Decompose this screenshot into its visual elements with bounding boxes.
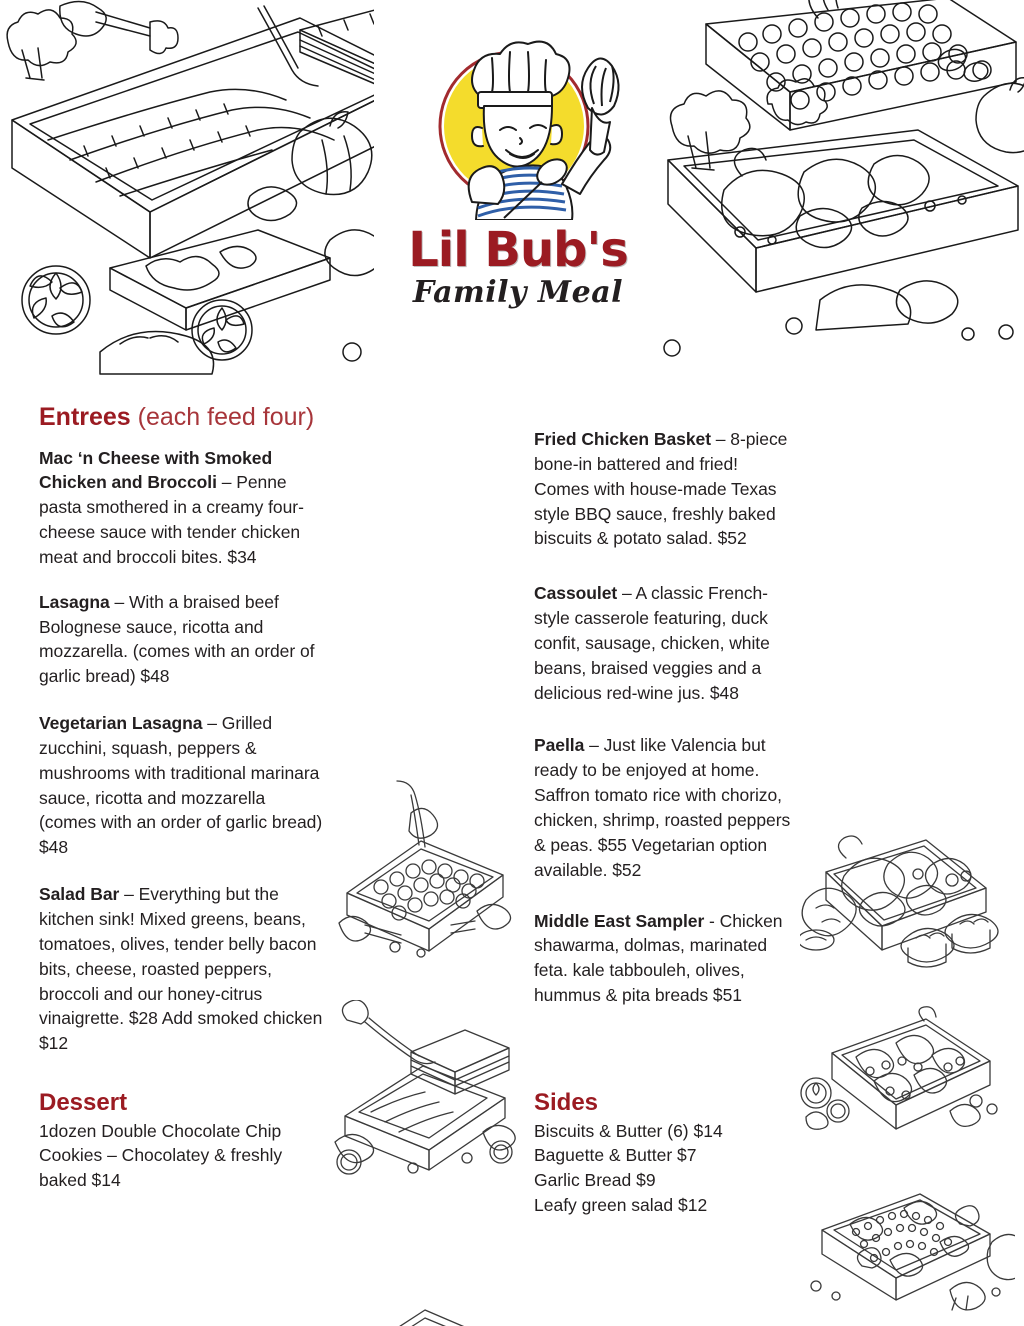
dessert-heading: Dessert xyxy=(39,1089,128,1116)
menu-body xyxy=(0,375,1024,1326)
fried-chicken-basket-line-art xyxy=(800,830,1010,990)
menu-item-description: – A classic French-style casserole featuring, duck confit, sausage, chicken, white beans, braised veggies and a delicious red-wine jus. $48 xyxy=(534,583,770,703)
menu-item xyxy=(534,427,796,551)
menu-item-name: Cassoulet xyxy=(534,583,618,604)
menu-item-description: – Just like Valencia but ready to be enjoyed at home. Saffron tomato rice with chorizo, chicken, shrimp, roasted peppers & peas. $55 Vegetarian option available. $52 xyxy=(534,735,791,880)
menu-item-description: – 8-piece bone-in battered and fried! Comes with house-made Texas style BBQ sauce, freshly baked biscuits & potato salad. $52 xyxy=(534,429,788,549)
entrees-heading-main: Entrees xyxy=(39,403,131,431)
menu-item-description: – Everything but the kitchen sink! Mixed greens, beans, tomatoes, olives, tender belly bacon bits, cheese, roasted peppers, broccoli and our honey-citrus vinaigrette. $28 Add smoked chicken $12 xyxy=(39,884,323,1054)
menu-item-name: Salad Bar xyxy=(39,884,120,905)
entrees-right-column xyxy=(534,427,796,1028)
sides-item: Biscuits & Butter (6) $14 xyxy=(534,1120,723,1141)
menu-item-description: - Chicken shawarma, dolmas, marinated feta. kale tabbouleh, olives, hummus & pita breads $51 xyxy=(534,910,783,1006)
entrees-heading xyxy=(39,404,324,432)
menu-item-name: Lasagna xyxy=(39,591,110,612)
dessert-section xyxy=(39,1089,329,1193)
menu-item-name: Mac ‘n Cheese with Smoked Chicken and Broccoli xyxy=(39,447,273,493)
menu-item xyxy=(39,882,324,1056)
header-banner xyxy=(0,0,1024,375)
paella-tray-line-art xyxy=(800,1180,1015,1326)
menu-item-name: Middle East Sampler xyxy=(534,910,705,931)
sides-heading: Sides xyxy=(534,1089,599,1116)
menu-item xyxy=(39,590,324,689)
menu-item xyxy=(534,733,796,882)
menu-item xyxy=(39,446,324,570)
menu-item xyxy=(534,581,796,705)
chef-baby-logo-badge xyxy=(402,34,634,220)
menu-item-name: Vegetarian Lasagna xyxy=(39,713,203,734)
menu-item xyxy=(39,711,324,860)
sides-section xyxy=(534,1089,814,1218)
dessert-text: 1dozen Double Chocolate Chip Cookies – Chocolatey & freshly baked $14 xyxy=(39,1120,283,1191)
cassoulet-tray-line-art xyxy=(800,1005,1010,1155)
entrees-left-column xyxy=(39,404,324,1076)
menu-item xyxy=(534,909,796,1008)
lasagna-serving-line-art xyxy=(325,1000,525,1180)
brand-logo xyxy=(374,0,662,375)
mac-and-cheese-tray-line-art xyxy=(325,775,525,975)
sides-item: Garlic Bread $9 xyxy=(534,1170,656,1191)
sides-item: Leafy green salad $12 xyxy=(534,1195,708,1216)
brand-tagline: Family Meal xyxy=(412,275,624,310)
menu-item-description: – Grilled zucchini, squash, peppers & mushrooms with traditional marinara sauce, ricotta and mozzarella (comes with an order of garlic bread) $48 xyxy=(39,713,323,858)
menu-item-name: Paella xyxy=(534,735,585,756)
menu-item-description: – With a braised beef Bolognese sauce, ricotta and mozzarella. (comes with an order of garlic bread) $48 xyxy=(39,591,315,687)
menu-item-name: Fried Chicken Basket xyxy=(534,429,711,449)
brand-wordmark: Lil Bub's xyxy=(408,222,628,278)
menu-item-description: – Penne pasta smothered in a creamy four-cheese sauce with tender chicken meat and broccoli bites. $34 xyxy=(39,472,304,567)
sides-item: Baguette & Butter $7 xyxy=(534,1145,697,1166)
entrees-heading-sub: (each feed four) xyxy=(137,403,315,431)
salad-bar-tray-line-art xyxy=(325,1290,525,1326)
